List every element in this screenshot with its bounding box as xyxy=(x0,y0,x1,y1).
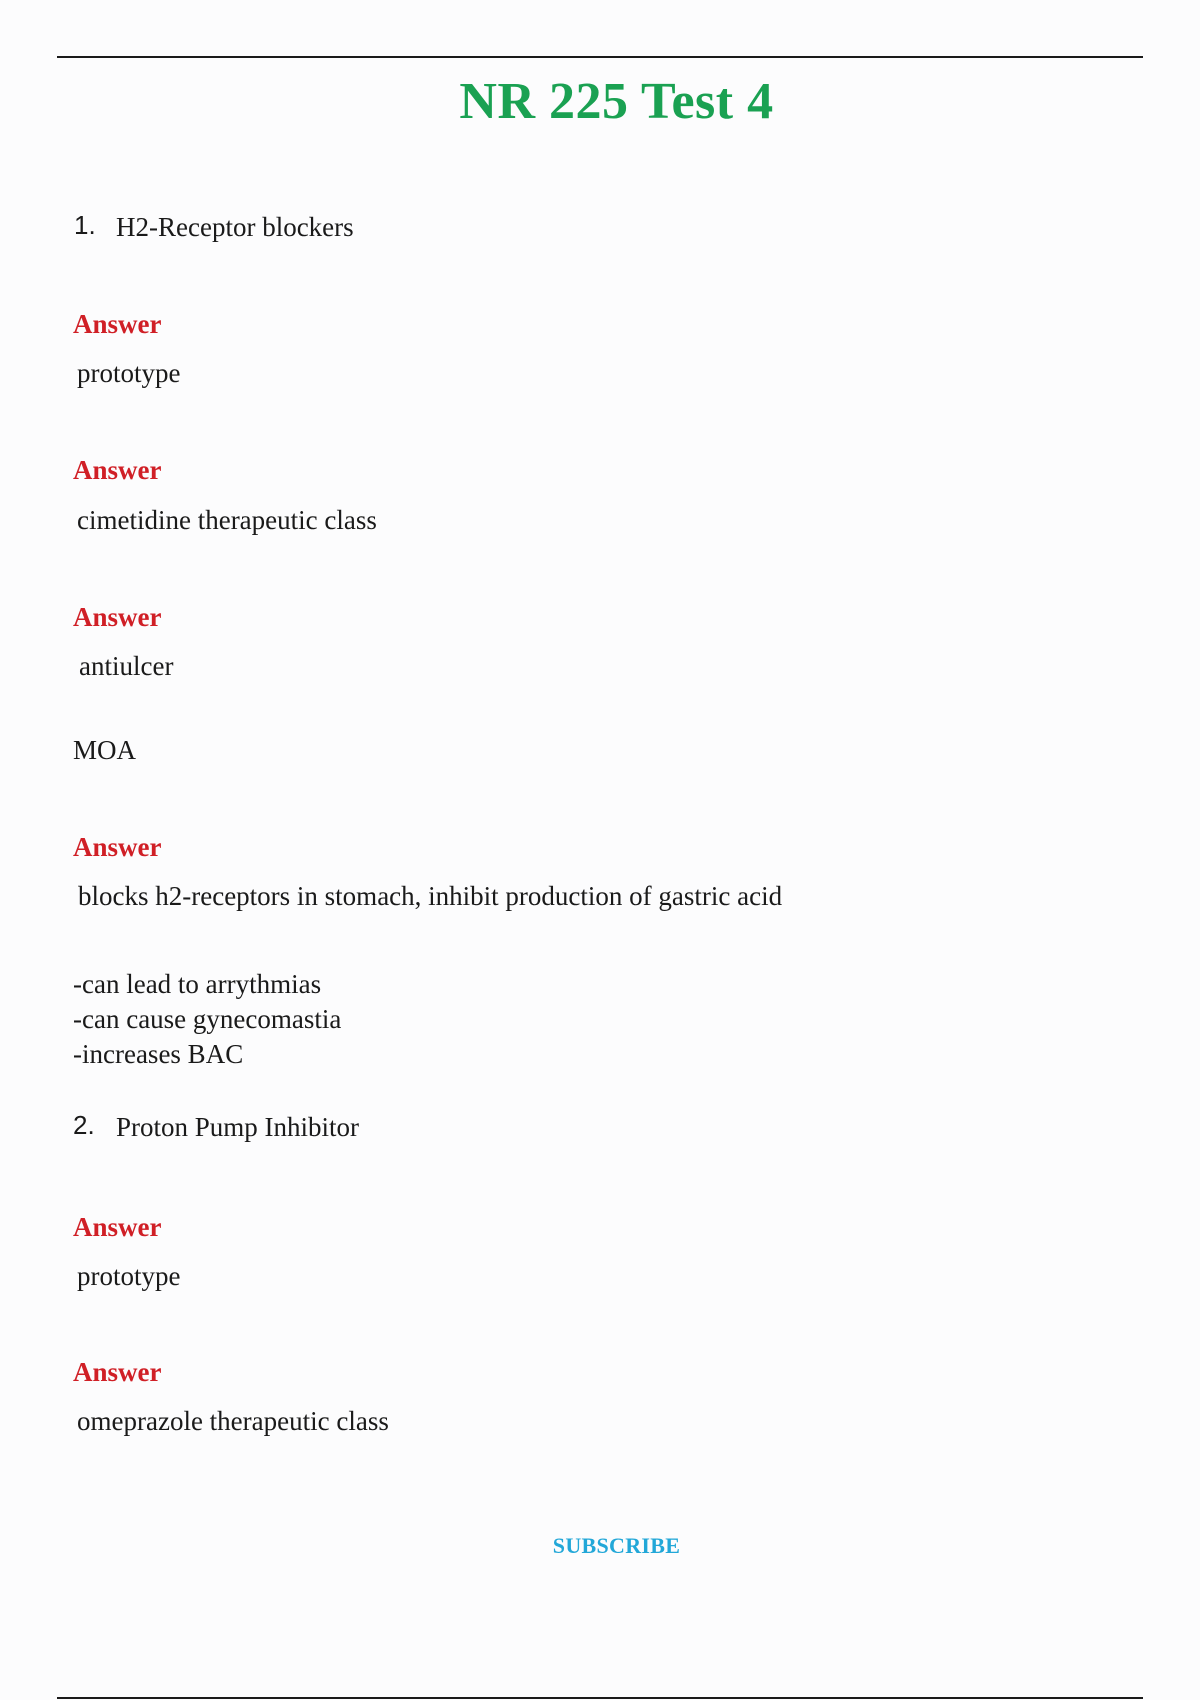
note-line: -increases BAC xyxy=(73,1039,244,1069)
answer-label: Answer xyxy=(73,455,162,485)
question-text: Proton Pump Inhibitor xyxy=(116,1112,360,1142)
question-number: 2. xyxy=(73,1110,95,1140)
notes-list xyxy=(73,967,341,1072)
question-number: 1. xyxy=(74,210,96,240)
answer-label: Answer xyxy=(73,1212,162,1242)
bottom-rule xyxy=(57,1697,1143,1699)
question-text: H2-Receptor blockers xyxy=(116,212,354,242)
note-line: -can cause gynecomastia xyxy=(73,1004,342,1034)
answer-label: Answer xyxy=(73,309,162,339)
answer-text: omeprazole therapeutic class xyxy=(77,1406,389,1436)
page-title: NR 225 Test 4 xyxy=(459,73,774,130)
answer-text: blocks h2-receptors in stomach, inhibit production of gastric acid xyxy=(78,881,783,911)
top-rule xyxy=(57,56,1143,58)
moa-label: MOA xyxy=(73,735,137,765)
note-line: -can lead to arrythmias xyxy=(73,969,322,999)
answer-text: cimetidine therapeutic class xyxy=(77,505,377,535)
answer-text: prototype xyxy=(77,358,181,388)
answer-label: Answer xyxy=(73,1357,162,1387)
subscribe-link[interactable]: SUBSCRIBE xyxy=(552,1533,681,1558)
answer-text: prototype xyxy=(77,1261,181,1291)
answer-label: Answer xyxy=(73,832,162,862)
answer-text: antiulcer xyxy=(79,651,174,681)
answer-label: Answer xyxy=(73,602,162,632)
